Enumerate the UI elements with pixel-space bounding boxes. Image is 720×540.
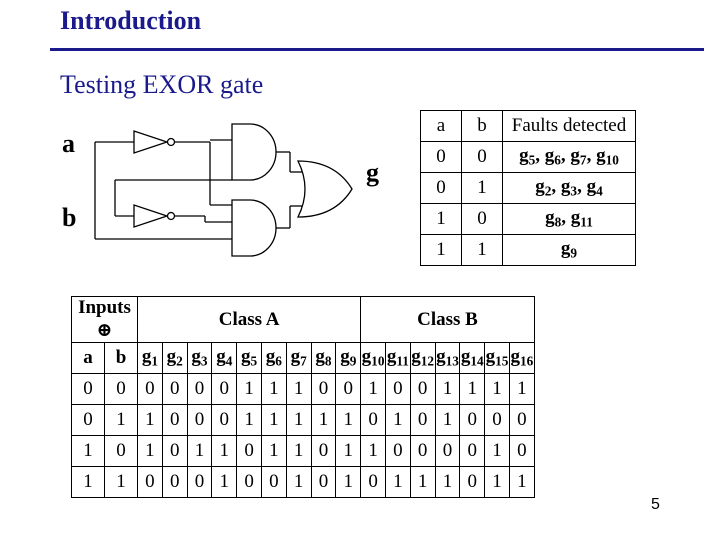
column-header-b: b xyxy=(105,343,138,374)
cell-g6: 1 xyxy=(261,436,286,467)
cell-g3: 0 xyxy=(187,405,212,436)
input-b-label: b xyxy=(62,203,77,232)
column-header-g11: $g_{11}$ xyxy=(385,343,410,374)
fault-truth-table xyxy=(71,296,535,498)
cell-b: 1 xyxy=(105,405,138,436)
cell-g8: 0 xyxy=(311,467,336,498)
cell-b: 1 xyxy=(462,235,503,266)
cell-g16: 0 xyxy=(509,405,534,436)
cell-a: 0 xyxy=(72,405,105,436)
table-row xyxy=(72,374,535,405)
cell-g15: 1 xyxy=(485,436,510,467)
column-header-g6: $g_6$ xyxy=(261,343,286,374)
column-header-g4: $g_4$ xyxy=(212,343,237,374)
cell-g12: 1 xyxy=(410,467,435,498)
table-row xyxy=(72,405,535,436)
cell-g8: 0 xyxy=(311,374,336,405)
cell-g5: 1 xyxy=(237,374,262,405)
cell-a: 0 xyxy=(421,142,462,173)
column-header-g14: $g_{14}$ xyxy=(460,343,485,374)
cell-g5: 1 xyxy=(237,405,262,436)
cell-g4: 1 xyxy=(212,467,237,498)
table-row xyxy=(421,204,636,235)
cell-g10: 0 xyxy=(361,405,386,436)
page-number: 5 xyxy=(651,496,660,513)
cell-g16: 1 xyxy=(509,374,534,405)
cell-g7: 1 xyxy=(286,436,311,467)
truth-table-body xyxy=(72,374,535,498)
cell-g4: 1 xyxy=(212,436,237,467)
cell-b: 1 xyxy=(462,173,503,204)
cell-g9: 1 xyxy=(336,405,361,436)
inputs-group-header xyxy=(72,297,138,343)
table-header-row xyxy=(421,111,636,142)
cell-g8: 1 xyxy=(311,405,336,436)
cell-g7: 1 xyxy=(286,374,311,405)
column-header-g2: $g_2$ xyxy=(162,343,187,374)
cell-g16: 0 xyxy=(509,436,534,467)
cell-g10: 1 xyxy=(361,374,386,405)
cell-g2: 0 xyxy=(162,405,187,436)
cell-g9: 1 xyxy=(336,436,361,467)
column-header-g8: $g_8$ xyxy=(311,343,336,374)
column-header-g5: $g_5$ xyxy=(237,343,262,374)
cell-a: 1 xyxy=(421,204,462,235)
cell-g14: 0 xyxy=(460,436,485,467)
cell-g7: 1 xyxy=(286,405,311,436)
cell-b: 1 xyxy=(105,467,138,498)
cell-g2: 0 xyxy=(162,436,187,467)
cell-g6: 1 xyxy=(261,374,286,405)
cell-g9: 1 xyxy=(336,467,361,498)
column-header-row xyxy=(72,343,535,374)
cell-g14: 0 xyxy=(460,405,485,436)
column-header-g16: $g_{16}$ xyxy=(509,343,534,374)
cell-faults: $g_2$, $g_3$, $g_4$ xyxy=(503,173,636,204)
cell-g16: 1 xyxy=(509,467,534,498)
cell-g12: 0 xyxy=(410,436,435,467)
faults-detected-table xyxy=(420,110,636,266)
cell-a: 1 xyxy=(72,467,105,498)
cell-a: 1 xyxy=(421,235,462,266)
cell-a: 1 xyxy=(72,436,105,467)
cell-g11: 0 xyxy=(385,374,410,405)
cell-g10: 1 xyxy=(361,436,386,467)
cell-g13: 1 xyxy=(435,374,460,405)
class-b-header: Class B xyxy=(361,297,535,343)
cell-g13: 1 xyxy=(435,467,460,498)
table-row xyxy=(72,436,535,467)
input-a-label: a xyxy=(62,129,75,158)
cell-g8: 0 xyxy=(311,436,336,467)
column-header-a: a xyxy=(421,111,462,142)
cell-g11: 0 xyxy=(385,436,410,467)
table-row xyxy=(421,173,636,204)
cell-g13: 0 xyxy=(435,436,460,467)
cell-faults: $g_9$ xyxy=(503,235,636,266)
cell-g12: 0 xyxy=(410,374,435,405)
column-header-g7: $g_7$ xyxy=(286,343,311,374)
cell-g5: 0 xyxy=(237,436,262,467)
cell-a: 0 xyxy=(72,374,105,405)
column-header-g1: $g_1$ xyxy=(138,343,163,374)
cell-g1: 1 xyxy=(138,405,163,436)
column-header-g9: $g_9$ xyxy=(336,343,361,374)
cell-g3: 1 xyxy=(187,436,212,467)
cell-g10: 0 xyxy=(361,467,386,498)
cell-g3: 0 xyxy=(187,374,212,405)
cell-a: 0 xyxy=(421,173,462,204)
slide-title: Introduction xyxy=(60,6,202,35)
cell-g14: 1 xyxy=(460,374,485,405)
cell-g1: 1 xyxy=(138,436,163,467)
cell-g13: 1 xyxy=(435,405,460,436)
cell-b: 0 xyxy=(462,204,503,235)
cell-faults: $g_5$, $g_6$, $g_7$, $g_{10}$ xyxy=(503,142,636,173)
cell-g3: 0 xyxy=(187,467,212,498)
column-header-b: b xyxy=(462,111,503,142)
column-header-faults: Faults detected xyxy=(503,111,636,142)
slide-subtitle: Testing EXOR gate xyxy=(60,70,264,99)
table-row xyxy=(421,235,636,266)
column-header-g13: $g_{13}$ xyxy=(435,343,460,374)
cell-g2: 0 xyxy=(162,467,187,498)
cell-g7: 1 xyxy=(286,467,311,498)
cell-g9: 0 xyxy=(336,374,361,405)
cell-b: 0 xyxy=(105,436,138,467)
class-a-header: Class A xyxy=(138,297,361,343)
cell-g5: 0 xyxy=(237,467,262,498)
column-header-g15: $g_{15}$ xyxy=(485,343,510,374)
cell-g14: 0 xyxy=(460,467,485,498)
output-g-label: g xyxy=(366,158,379,187)
group-header-row xyxy=(72,297,535,343)
xor-symbol-icon: ⊕ xyxy=(96,320,113,341)
cell-g1: 0 xyxy=(138,467,163,498)
cell-g2: 0 xyxy=(162,374,187,405)
cell-g4: 0 xyxy=(212,374,237,405)
cell-g6: 0 xyxy=(261,467,286,498)
table-row xyxy=(72,467,535,498)
column-header-a: a xyxy=(72,343,105,374)
column-header-g12: $g_{12}$ xyxy=(410,343,435,374)
cell-faults: $g_8$, $g_{11}$ xyxy=(503,204,636,235)
cell-g15: 1 xyxy=(485,467,510,498)
column-header-g10: $g_{10}$ xyxy=(361,343,386,374)
cell-g1: 0 xyxy=(138,374,163,405)
table-row xyxy=(421,142,636,173)
cell-g6: 1 xyxy=(261,405,286,436)
cell-g12: 0 xyxy=(410,405,435,436)
cell-b: 0 xyxy=(105,374,138,405)
cell-g15: 1 xyxy=(485,374,510,405)
inputs-label: Inputs xyxy=(78,297,131,318)
cell-g11: 1 xyxy=(385,405,410,436)
cell-g15: 0 xyxy=(485,405,510,436)
column-header-g3: $g_3$ xyxy=(187,343,212,374)
cell-b: 0 xyxy=(462,142,503,173)
cell-g4: 0 xyxy=(212,405,237,436)
cell-g11: 1 xyxy=(385,467,410,498)
